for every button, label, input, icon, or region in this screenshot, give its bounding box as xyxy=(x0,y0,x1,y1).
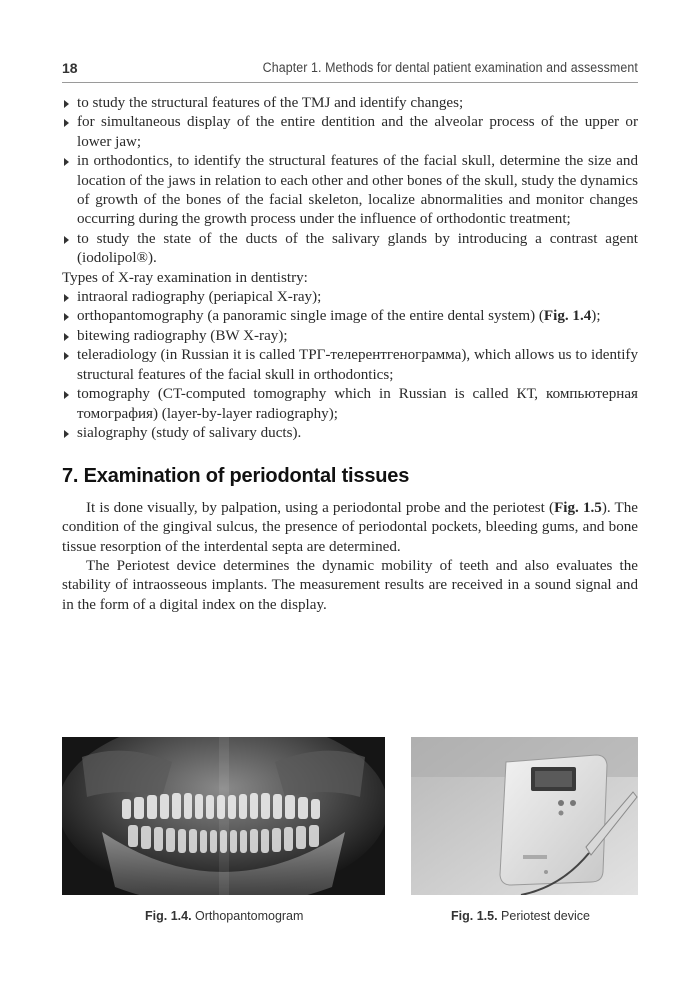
chapter-title: Chapter 1. Methods for dental patient examination and assessment xyxy=(262,60,638,75)
bullet-icon xyxy=(64,294,69,302)
bullet-icon xyxy=(64,430,69,438)
bullet-icon xyxy=(64,236,69,244)
list-item: sialography (study of salivary ducts). xyxy=(62,424,638,443)
list-item: to study the structural features of the TMJ and identify changes; xyxy=(62,94,638,113)
figure-caption: Fig. 1.5. Periotest device xyxy=(451,909,590,923)
figure-number: Fig. 1.4. xyxy=(145,909,192,923)
bullet-icon xyxy=(64,119,69,127)
figure-reference[interactable]: Fig. 1.5 xyxy=(554,499,602,516)
list-item: for simultaneous display of the entire dentition and the alveolar process of the upper or lower jaw; xyxy=(62,113,638,152)
list-item: intraoral radiography (periapical X-ray); xyxy=(62,288,638,307)
types-heading: Types of X-ray examination in dentistry: xyxy=(62,269,308,286)
bullet-icon xyxy=(64,352,69,360)
page-number: 18 xyxy=(62,60,78,76)
list-item: bitewing radiography (BW X-ray); xyxy=(62,327,638,346)
list-item: tomography (CT-computed tomography which in Russian is called КТ, компьютерная томография) (layer-by-layer radiography); xyxy=(62,385,638,424)
device-illustration xyxy=(411,737,638,895)
bullet-icon xyxy=(64,313,69,321)
xray-illustration xyxy=(62,737,385,895)
paragraph: The Periotest device determines the dynamic mobility of teeth and also evaluates the stability of intraosseous implants. The measurement results are received in a sound signal and in the form of a digital index on the display. xyxy=(62,557,638,613)
header-rule xyxy=(62,82,638,83)
bullet-icon xyxy=(64,333,69,341)
bullet-icon xyxy=(64,158,69,166)
list-item: orthopantomography (a panoramic single image of the entire dental system) (Fig. 1.4); xyxy=(62,307,638,326)
body-text xyxy=(62,94,638,615)
orthopantomogram-image xyxy=(62,737,385,895)
figure-caption: Fig. 1.4. Orthopantomogram xyxy=(145,909,304,923)
paragraph: It is done visually, by palpation, using a periodontal probe and the periotest (Fig. 1.5). The condition of the gingival sulcus, the presence of periodontal pockets, bleeding gums, and bone tissue resorption of the interdental septa are determined. xyxy=(62,499,638,555)
list-item: teleradiology (in Russian it is called ТРГ-телерентгенограмма), which allows us to identify structural features of the facial skull in orthodontics; xyxy=(62,346,638,385)
figure-number: Fig. 1.5. xyxy=(451,909,498,923)
xray-types-list xyxy=(62,288,638,443)
section-heading: 7. Examination of periodontal tissues xyxy=(62,465,410,488)
list-item: in orthodontics, to identify the structural features of the facial skull, determine the size and location of the jaws in relation to each other and other bones of the skull, study the dynamics of growth of the bones of the facial skeleton, localize abnormalities and monitor changes occurring during the growth process under the influence of orthodontic treatment; xyxy=(62,152,638,230)
periotest-device-image xyxy=(411,737,638,895)
bullet-icon xyxy=(64,391,69,399)
figure-reference[interactable]: Fig. 1.4 xyxy=(543,308,592,325)
running-header xyxy=(62,58,638,84)
bullet-icon xyxy=(64,100,69,108)
purpose-list xyxy=(62,94,638,269)
list-item: to study the state of the ducts of the salivary glands by introducing a contrast agent (iodolipol®). xyxy=(62,230,638,269)
